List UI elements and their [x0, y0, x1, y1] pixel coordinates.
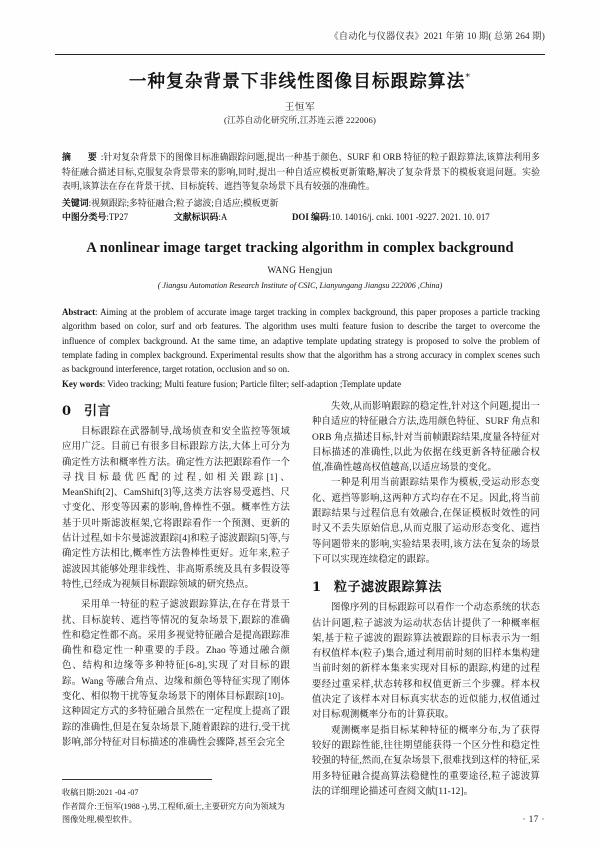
- keywords-english: [62, 377, 540, 391]
- document-code-value: :A: [218, 212, 228, 222]
- affiliation-english: ( Jiangsu Automation Research Institute of CSIC, Lianyungang Jiangsu 222006 ,China): [157, 281, 443, 290]
- section-title-introduction: 引言: [84, 404, 112, 419]
- footnote-bio-label: 作者简介: [62, 801, 95, 811]
- clc-number: [62, 210, 174, 225]
- page-number: · 17 ·: [522, 814, 545, 824]
- section-number-introduction: 0: [62, 404, 72, 419]
- keywords-english-text: : Video tracking; Multi feature fusion; Particle filter; self-adaption ;Template update: [102, 379, 402, 389]
- clc-value: :TP27: [106, 212, 129, 222]
- footnote-received-value: :2021 -04 -07: [94, 788, 139, 798]
- column-left: [62, 400, 290, 820]
- paragraph-particle-2: 观测概率是指目标某种特征的概率分布,为了获得较好的跟踪性能,往往期望能获得一个区分性和稳定性较强的特征,然而,在复杂场景下,很难找到这样的特征,采用多特征融合提高算法稳健性的重要途径,粒子滤波算法的详细理论描述可查阅文献[11-12]。: [312, 725, 540, 797]
- paragraph-intro-1: 目标跟踪在武器制导,战场侦查和安全监控等领域应用广泛。目前已有很多目标跟踪方法,大体上可分为确定性方法和概率性方法。确定性方法把跟踪看作一个寻找目标最优匹配的过程,如相关跟踪[1]、MeanShift[2]、CamShift[3]等,这类方法容易受遮挡、尺寸变化、形变等因素的影响,鲁棒性不强。概率性方法基于贝叶斯滤波框架,它将跟踪看作一个预测、更新的估计过程,如卡尔曼滤波跟踪[4]和粒子滤波跟踪[5]等,与确定性方法相比,概率性方法鲁棒性更好。近年来,粒子滤波因其能够处理非线性、非高斯系统及具有多假设等特性,已经成为视频目标跟踪领域的研究热点。: [62, 427, 290, 590]
- footnote-author-bio: [62, 800, 292, 826]
- document-code: [174, 210, 292, 225]
- keywords-english-label: Key words: [62, 379, 103, 389]
- section-heading-particle-filter: [312, 576, 540, 595]
- section-heading-introduction: [62, 400, 290, 419]
- abstract-english-text: : Aiming at the problem of accurate image target tracking in complex background, this paper proposes a particle tracking algorithm based on color, surf and orb features. The algorithm uses multi feature fusion to describe the target to overcome the influence of complex background. At the same time, an adaptive template updating strategy is proposed to solve the problem of template fading in complex background. Experimental results show that the algorithm has a strong accuracy in complex scenes such as background interference, target rotation, occlusion and so on.: [62, 307, 540, 375]
- body-columns: [62, 400, 540, 820]
- abstract-chinese-text: :针对复杂背景下的图像目标准确跟踪问题,提出一种基于颜色、SURF 和 ORB 特征的粒子跟踪算法,该算法利用多特征融合描述目标,克服复杂背景带来的影响,同时,提出一种自适应模板更新策略,解决了复杂背景下的模板衰退问题。实验表明,该算法在存在背景干扰、目标旋转、遮挡等复杂场景下具有较强的准确性。: [62, 152, 541, 192]
- paragraph-right-2: 一种是利用当前跟踪结果作为模板,受运动形态变化、遮挡等影响,这两种方式均存在不足。因此,将当前跟踪结果与过程信息有效融合,在保证模板时效性的同时又不丢失原始信息,从而克服了运动形态变化、遮挡等问题带来的影响,实验结果表明,该方法在复杂的场景下可以实现连续稳定的跟踪。: [312, 478, 540, 565]
- keywords-chinese-label: 关键词: [62, 198, 89, 208]
- doi: [292, 210, 540, 225]
- header-rule: [55, 54, 545, 55]
- title-chinese-text: 一种复杂背景下非线性图像目标跟踪算法: [128, 72, 466, 92]
- paragraph-intro-2: 采用单一特征的粒子滤波跟踪算法,在存在背景干扰、目标旋转、遮挡等情况的复杂场景下,跟踪的准确性和稳定性都不高。采用多视觉特征融合是提高跟踪准确性和稳定性一种重要的手段。Zhao 等通过融合颜色、结构和边缘等多种特征[6-8],实现了对目标的跟踪。Wang 等融合角点、边缘和颜色等特征实现了刚体变化、相似物干扰等复杂场景下的刚体目标跟踪[10]。这种固定方式的多特征融合虽然在一定程度上提高了跟踪的准确性,但是在复杂场景下,随着跟踪的进行,受干扰影响,部分特征对目标描述的准确性会骤降,甚至会完全: [62, 600, 290, 748]
- abstract-chinese: [62, 150, 540, 194]
- footnote-block: [62, 786, 292, 826]
- keywords-chinese-text: :视频跟踪;多特征融合;粒子滤波;自适应;模板更新: [88, 198, 279, 208]
- clc-label: 中图分类号: [62, 212, 107, 222]
- section-title-particle-filter: 粒子滤波跟踪算法: [334, 580, 443, 596]
- affiliation-chinese: (江苏自动化研究所,江苏连云港 222006): [223, 115, 377, 125]
- paragraph-right-1: 失效,从而影响跟踪的稳定性,针对这个问题,提出一种自适应的特征融合方法,选用颜色特征、SURF 角点和 ORB 角点描述目标,针对当前帧跟踪结果,度量各特征对目标描述的准确性,以此为依据在线更新各特征融合权值,准确性越高权值越高,以适应场景的变化。: [312, 402, 540, 474]
- document-code-label: 文献标识码: [174, 212, 219, 222]
- footnote-bio-value: :王恒军(1988 -),男,工程师,硕士,主要研究方向为领域为图像处理,模型软件。: [62, 801, 285, 824]
- page-title-english: A nonlinear image target tracking algorithm in complex background: [86, 240, 514, 256]
- keywords-chinese: [62, 196, 540, 211]
- section-number-particle-filter: 1: [312, 580, 322, 596]
- column-right: [312, 400, 540, 820]
- footnote-received-label: 收稿日期: [62, 788, 95, 798]
- paragraph-particle-1: 图像序列的目标跟踪可以看作一个动态系统的状态估计问题,粒子滤波为运动状态估计提供了一种概率框架,基于粒子滤波的跟踪算法被跟踪的目标表示为一组有权值样本(粒子)集合,通过利用前时刻的旧样本集构建当前时刻的新样本集来实现对目标的跟踪,构建的过程要经过重采样,状态转移和权值更新三个步骤。样本权值决定了该样本对目标真实状态的近似能力,权值通过对目标观测概率分布的计算获取。: [312, 603, 540, 721]
- author-chinese: 王恒军: [284, 102, 316, 113]
- abstract-english-label: Abstract: [62, 307, 96, 317]
- abstract-chinese-label: 摘 要: [62, 152, 101, 162]
- footnote-received-date: [62, 786, 292, 799]
- page-title-chinese: [0, 68, 600, 93]
- title-footnote-marker: *: [465, 73, 472, 84]
- running-head: 《自动化与仪器仪表》2021 年第 10 期( 总第 264 期): [329, 32, 545, 42]
- footnote-rule: [62, 779, 212, 780]
- author-english: WANG Hengjun: [267, 265, 333, 275]
- doi-value: :10. 14016/j. cnki. 1001 -9227. 2021. 10. 017: [328, 212, 490, 222]
- classification-line: [62, 210, 540, 225]
- doi-label: DOI 编码: [292, 212, 329, 222]
- abstract-english: [62, 305, 540, 376]
